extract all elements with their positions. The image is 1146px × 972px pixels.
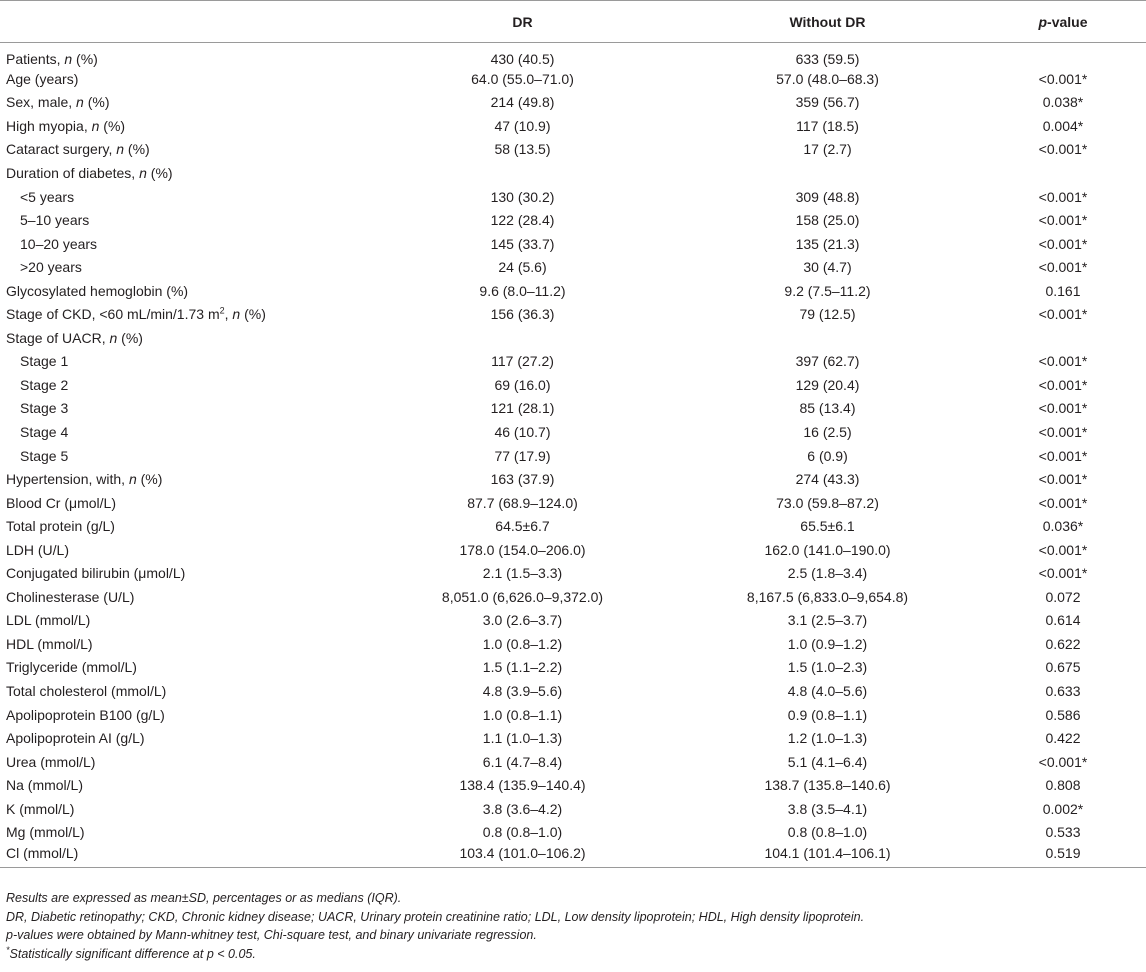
cell-p-value: <0.001* (1038, 259, 1088, 276)
cell-without-dr: 73.0 (59.8–87.2) (776, 494, 879, 511)
header-row (0, 1, 1146, 43)
row-label (0, 91, 370, 115)
cell-p-value: <0.001* (1038, 541, 1088, 558)
row-label-text: Stage 4 (20, 423, 69, 440)
row-label-text: Patients, (6, 51, 65, 67)
header-p-value-text: p (1038, 13, 1048, 30)
cell-p-value: 0.586 (1045, 706, 1081, 723)
cell-without-dr: 0.9 (0.8–1.1) (787, 706, 868, 723)
cell-p-value (980, 326, 1146, 350)
header-p-value (980, 1, 1146, 43)
cell-dr: 1.1 (1.0–1.3) (482, 730, 563, 747)
table-row (0, 114, 1146, 138)
header-without-dr: Without DR (675, 1, 980, 43)
row-label-suffix: , (224, 306, 233, 323)
cell-p-value: <0.001* (1038, 423, 1088, 440)
row-label (0, 67, 370, 91)
cell-without-dr: 1.5 (1.0–2.3) (787, 659, 868, 676)
cell-without-dr: 5.1 (4.1–6.4) (787, 753, 868, 770)
table-row (0, 656, 1146, 680)
table-row (0, 773, 1146, 797)
cell-dr: 117 (27.2) (491, 353, 554, 370)
cell-dr: 2.1 (1.5–3.3) (482, 565, 563, 582)
row-label-text: Glycosylated hemoglobin (%) (6, 282, 189, 299)
cell-dr: 69 (16.0) (494, 376, 551, 393)
cell-dr: 3.0 (2.6–3.7) (482, 612, 563, 629)
cell-without-dr: 30 (4.7) (803, 259, 852, 276)
row-label (0, 703, 370, 727)
cell-p-value: <0.001* (1038, 494, 1088, 511)
cell-dr: 87.7 (68.9–124.0) (467, 494, 578, 511)
table-row (0, 350, 1146, 374)
cell-dr: 47 (10.9) (494, 117, 551, 134)
row-label-text: Na (mmol/L) (6, 777, 84, 794)
row-label-text: HDL (mmol/L) (6, 635, 93, 652)
table-row (0, 726, 1146, 750)
row-label-text: K (mmol/L) (6, 800, 75, 817)
row-label (0, 750, 370, 774)
cell-p-value: <0.001* (1038, 471, 1088, 488)
row-label-text: 10–20 years (20, 235, 98, 252)
cell-without-dr: 3.8 (3.5–4.1) (787, 800, 868, 817)
row-label-text: Age (years) (6, 70, 79, 87)
cell-p-value: <0.001* (1038, 188, 1088, 205)
cell-p-value: <0.001* (1038, 212, 1088, 229)
row-label-text: Total protein (g/L) (6, 518, 115, 535)
row-label (0, 726, 370, 750)
row-label-text: Duration of diabetes, (6, 164, 140, 181)
cell-without-dr: 3.1 (2.5–3.7) (787, 612, 868, 629)
cell-dr: 156 (36.3) (490, 306, 555, 323)
row-label (0, 467, 370, 491)
row-label (0, 397, 370, 421)
footnote-abbreviations: DR, Diabetic retinopathy; CKD, Chronic kidney disease; UACR, Urinary protein creatinine ratio; LDL, Low density lipoprotein; HDL, High density lipoprotein. (6, 909, 865, 924)
table-row (0, 679, 1146, 703)
row-label (0, 821, 370, 845)
row-label-text: 5–10 years (20, 212, 90, 229)
cell-without-dr: 274 (43.3) (795, 471, 860, 488)
cell-dr: 46 (10.7) (494, 423, 551, 440)
row-label (0, 114, 370, 138)
header-dr: DR (370, 1, 675, 43)
cell-without-dr (675, 326, 980, 350)
table-row (0, 279, 1146, 303)
row-label-text: Triglyceride (mmol/L) (6, 659, 137, 676)
cell-p-value: 0.036* (1042, 518, 1084, 535)
row-label (0, 538, 370, 562)
cell-dr: 430 (40.5) (490, 51, 555, 67)
table-row (0, 844, 1146, 868)
row-label (0, 797, 370, 821)
table-row (0, 43, 1146, 68)
cell-dr: 58 (13.5) (494, 141, 551, 158)
row-label (0, 232, 370, 256)
row-label-suffix: (%) (146, 164, 173, 181)
row-label-text: Hypertension, with, (6, 471, 129, 488)
row-label-text: High myopia, (6, 117, 92, 134)
table-row (0, 444, 1146, 468)
cell-without-dr: 104.1 (101.4–106.1) (675, 844, 980, 868)
row-label (0, 585, 370, 609)
table-row (0, 67, 1146, 91)
cell-p-value: 0.633 (1045, 682, 1081, 699)
cell-p-value: <0.001* (1038, 753, 1088, 770)
cell-without-dr: 129 (20.4) (795, 376, 860, 393)
cell-p-value (980, 161, 1146, 185)
cell-dr: 64.5±6.7 (495, 518, 550, 535)
cell-p-value: <0.001* (1038, 400, 1088, 417)
row-label (0, 609, 370, 633)
cell-without-dr: 79 (12.5) (799, 306, 856, 323)
footnote-asterisk: * (6, 944, 10, 955)
footnote-significance (6, 945, 864, 964)
footnotes (6, 889, 864, 963)
cell-dr: 145 (33.7) (490, 235, 555, 252)
row-label-text: Mg (mmol/L) (6, 824, 85, 841)
row-label (0, 185, 370, 209)
row-label-suffix: (%) (124, 141, 150, 158)
cell-p-value: <0.001* (1038, 306, 1088, 323)
cell-dr: 0.8 (0.8–1.0) (482, 824, 563, 841)
row-label (0, 208, 370, 232)
row-label (0, 43, 370, 68)
cell-p-value: 0.614 (1045, 612, 1081, 629)
cell-dr: 1.5 (1.1–2.2) (482, 659, 563, 676)
cell-dr: 77 (17.9) (494, 447, 551, 464)
row-label-text: Apolipoprotein B100 (g/L) (6, 706, 165, 723)
cell-dr: 121 (28.1) (490, 400, 555, 417)
cell-dr: 214 (49.8) (490, 94, 555, 111)
cell-without-dr: 57.0 (48.0–68.3) (776, 70, 879, 87)
cell-p-value: <0.001* (1038, 235, 1088, 252)
cell-dr: 3.8 (3.6–4.2) (482, 800, 563, 817)
row-label-italic: n (64, 51, 73, 67)
cell-dr (370, 161, 675, 185)
cell-dr: 138.4 (135.9–140.4) (459, 777, 586, 794)
cell-dr: 178.0 (154.0–206.0) (459, 541, 586, 558)
row-label (0, 679, 370, 703)
cell-without-dr: 17 (2.7) (803, 141, 852, 158)
row-label (0, 373, 370, 397)
row-label-superscript: 2 (219, 305, 225, 316)
row-label-text: >20 years (20, 259, 82, 276)
cell-without-dr: 65.5±6.1 (800, 518, 855, 535)
cell-p-value: <0.001* (1038, 376, 1088, 393)
row-label-text: Stage 1 (20, 353, 69, 370)
row-label-suffix: (%) (240, 306, 266, 323)
row-label-italic: n (232, 306, 241, 323)
cell-p-value: 0.038* (1042, 94, 1084, 111)
cell-dr: 1.0 (0.8–1.2) (482, 635, 563, 652)
cell-p-value: 0.808 (1045, 777, 1081, 794)
cell-dr: 8,051.0 (6,626.0–9,372.0) (441, 588, 604, 605)
cell-p-value: <0.001* (1038, 565, 1088, 582)
cell-without-dr: 1.2 (1.0–1.3) (787, 730, 868, 747)
row-label-text: Conjugated bilirubin (μmol/L) (6, 565, 186, 582)
table-row (0, 821, 1146, 845)
table-row (0, 467, 1146, 491)
cell-dr: 130 (30.2) (490, 188, 555, 205)
table-row (0, 420, 1146, 444)
row-label-text: LDL (mmol/L) (6, 612, 91, 629)
cell-dr: 24 (5.6) (498, 259, 547, 276)
cell-without-dr: 162.0 (141.0–190.0) (764, 541, 891, 558)
table-row (0, 585, 1146, 609)
row-label-text: <5 years (20, 188, 75, 205)
cell-p-value (980, 43, 1146, 68)
row-label (0, 444, 370, 468)
row-label-italic: n (128, 471, 137, 488)
footnote-tests: p-values were obtained by Mann-whitney test, Chi-square test, and binary univariate regression. (6, 928, 537, 943)
table-body (0, 43, 1146, 868)
cell-p-value: 0.161 (1045, 282, 1081, 299)
cell-dr: 9.6 (8.0–11.2) (479, 282, 566, 299)
row-label-suffix: (%) (136, 471, 163, 488)
table-row (0, 397, 1146, 421)
row-label-text: Stage 3 (20, 400, 69, 417)
cell-dr: 122 (28.4) (490, 212, 555, 229)
row-label (0, 514, 370, 538)
cell-without-dr: 138.7 (135.8–140.6) (764, 777, 891, 794)
header-p-value-suffix: -value (1047, 13, 1088, 30)
row-label (0, 326, 370, 350)
row-label (0, 773, 370, 797)
table-row (0, 232, 1146, 256)
row-label (0, 350, 370, 374)
cell-without-dr: 16 (2.5) (803, 423, 852, 440)
cell-p-value: 0.072 (1045, 588, 1081, 605)
row-label-italic: n (76, 94, 84, 111)
cell-dr: 163 (37.9) (490, 471, 555, 488)
cell-without-dr: 117 (18.5) (796, 117, 859, 134)
cell-without-dr (675, 161, 980, 185)
table-header (0, 1, 1146, 43)
cell-p-value: 0.004* (1042, 117, 1084, 134)
row-label (0, 420, 370, 444)
cell-without-dr: 309 (48.8) (795, 188, 860, 205)
table-row (0, 538, 1146, 562)
header-variable (0, 1, 370, 43)
cell-without-dr: 397 (62.7) (795, 353, 860, 370)
table-row (0, 514, 1146, 538)
row-label-text: LDH (U/L) (6, 541, 70, 558)
cell-dr: 4.8 (3.9–5.6) (482, 682, 563, 699)
row-label-text: Stage 2 (20, 376, 69, 393)
cell-p-value: <0.001* (1038, 447, 1088, 464)
table-row (0, 302, 1146, 326)
cell-dr: 1.0 (0.8–1.1) (482, 706, 563, 723)
row-label (0, 302, 370, 326)
row-label-text: Stage of UACR, (6, 329, 110, 346)
table-row (0, 161, 1146, 185)
cell-without-dr: 85 (13.4) (799, 400, 856, 417)
row-label-suffix: (%) (99, 117, 126, 134)
cell-p-value: <0.001* (1038, 141, 1088, 158)
cell-without-dr: 4.8 (4.0–5.6) (787, 682, 868, 699)
table-row (0, 561, 1146, 585)
table-row (0, 255, 1146, 279)
table-row (0, 91, 1146, 115)
table-row (0, 750, 1146, 774)
row-label-text: Apolipoprotein AI (g/L) (6, 730, 145, 747)
cell-without-dr: 135 (21.3) (795, 235, 860, 252)
row-label-text: Cholinesterase (U/L) (6, 588, 135, 605)
cell-p-value: 0.002* (1042, 800, 1084, 817)
row-label-italic: n (109, 329, 118, 346)
cell-p-value: 0.533 (1045, 824, 1081, 841)
cell-p-value: 0.519 (980, 844, 1146, 868)
cell-dr (370, 326, 675, 350)
row-label-text: Total cholesterol (mmol/L) (6, 682, 167, 699)
row-label-text: Cl (mmol/L) (6, 844, 79, 861)
table-row (0, 632, 1146, 656)
table-row (0, 185, 1146, 209)
cell-without-dr: 0.8 (0.8–1.0) (787, 824, 868, 841)
row-label-text: Stage 5 (20, 447, 69, 464)
row-label-text: Blood Cr (μmol/L) (6, 494, 116, 511)
cell-without-dr: 6 (0.9) (807, 447, 848, 464)
row-label-text: Sex, male, (6, 94, 77, 111)
table-row (0, 703, 1146, 727)
row-label-text: Stage of CKD, <60 mL/min/1.73 m (6, 306, 220, 323)
row-label-italic: n (139, 164, 147, 181)
table-row (0, 609, 1146, 633)
row-label (0, 279, 370, 303)
table-row (0, 138, 1146, 162)
table-row (0, 373, 1146, 397)
row-label (0, 161, 370, 185)
cell-without-dr: 633 (59.5) (795, 51, 860, 67)
row-label-text: Cataract surgery, (6, 141, 117, 158)
footnote-significance-text: Statistically significant difference at p < 0.05. (9, 946, 256, 961)
footnote-results: Results are expressed as mean±SD, percentages or as medians (IQR). (6, 891, 402, 905)
row-label (0, 255, 370, 279)
cell-without-dr: 359 (56.7) (795, 94, 860, 111)
cell-dr: 64.0 (55.0–71.0) (471, 70, 574, 87)
row-label-text: Urea (mmol/L) (6, 753, 96, 770)
table-row (0, 797, 1146, 821)
table-row (0, 326, 1146, 350)
row-label (0, 561, 370, 585)
row-label (0, 844, 370, 868)
cell-without-dr: 2.5 (1.8–3.4) (787, 565, 868, 582)
cell-p-value: <0.001* (1038, 70, 1088, 87)
cell-dr: 103.4 (101.0–106.2) (370, 844, 675, 868)
cell-p-value: 0.675 (1045, 659, 1081, 676)
cell-without-dr: 1.0 (0.9–1.2) (787, 635, 868, 652)
row-label-suffix: (%) (72, 51, 98, 67)
row-label-suffix: (%) (117, 329, 143, 346)
cell-without-dr: 8,167.5 (6,833.0–9,654.8) (746, 588, 909, 605)
row-label (0, 138, 370, 162)
cell-p-value: 0.622 (1045, 635, 1081, 652)
table-row (0, 491, 1146, 515)
cell-p-value: <0.001* (1038, 353, 1088, 370)
cell-dr: 6.1 (4.7–8.4) (482, 753, 563, 770)
cell-without-dr: 158 (25.0) (795, 212, 860, 229)
row-label (0, 491, 370, 515)
row-label-italic: n (91, 117, 100, 134)
table-row (0, 208, 1146, 232)
cell-p-value: 0.422 (1045, 730, 1081, 747)
row-label-italic: n (116, 141, 125, 158)
row-label-suffix: (%) (83, 94, 110, 111)
row-label (0, 632, 370, 656)
row-label (0, 656, 370, 680)
cell-without-dr: 9.2 (7.5–11.2) (784, 282, 871, 299)
